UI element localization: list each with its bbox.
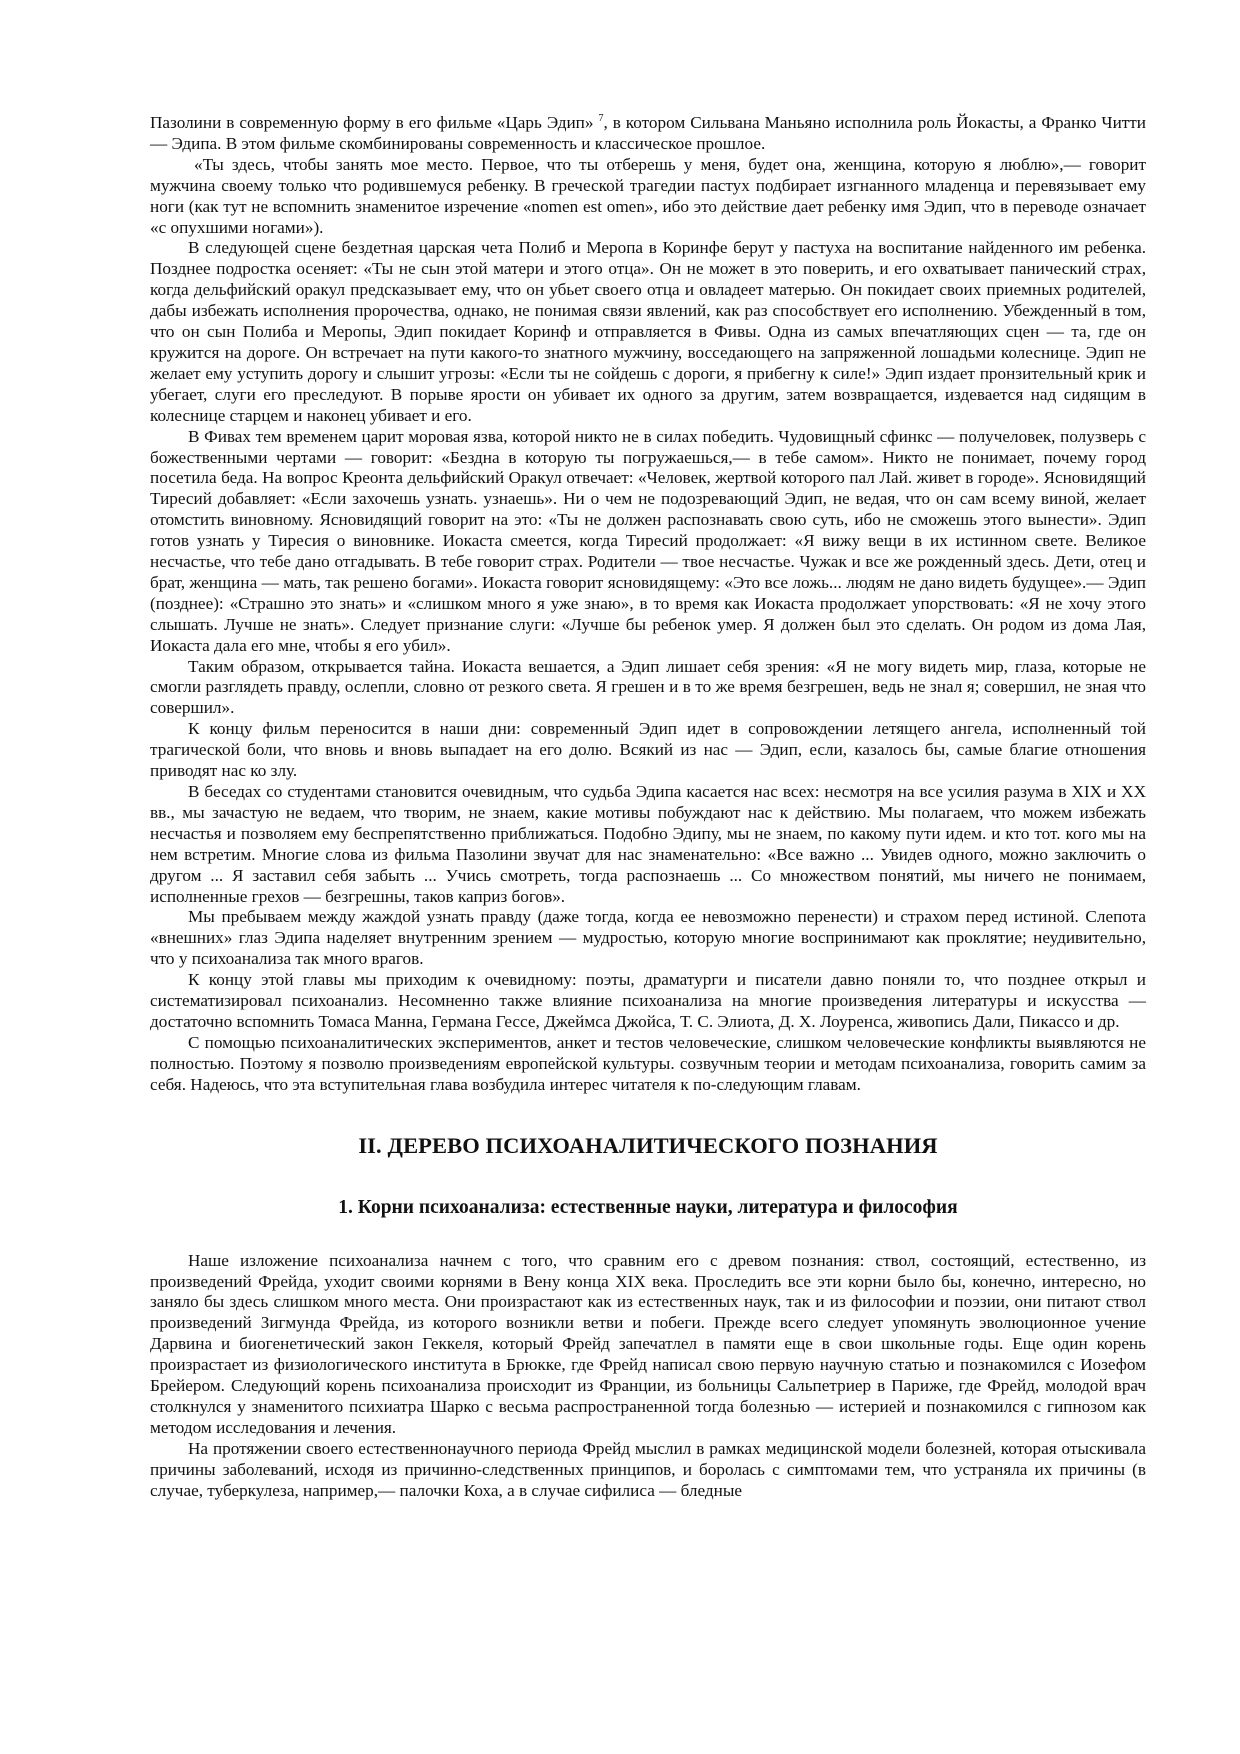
paragraph: На протяжении своего естественнонаучного периода Фрейд мыслил в рамках медицинской модели болезней, которая отыскивала причины заболеваний, исходя из причинно-следственных принципов, и боролась с симптомами тем, что устраняла их причины (в случае, туберкулеза, например,— палочки Коха, а в случае сифилиса — бледные bbox=[150, 1438, 1146, 1500]
paragraph: В следующей сцене бездетная царская чета Полиб и Меропа в Коринфе берут у пастуха на воспитание найденного им ребенка. Позднее подростка осеняет: «Ты не сын этой матери и этого отца». Он не может в это поверить, и его охватывает панический страх, когда дельфийский оракул предсказывает ему, что он убьет своего отца и овладеет матерью. Он покидает своих приемных родителей, дабы избежать исполнения пророчества, однако, не понимая связи явлений, как раз способствует его исполнению. Убежденный в том, что он сын Полиба и Меропы, Эдип покидает Коринф и отправляется в Фивы. Одна из самых впечатляющих сцен — та, где он кружится на дороге. Он встречает на пути какого-то знатного мужчину, восседающего на запряженной лошадьми колеснице. Эдип не желает ему уступить дорогу и слышит угрозы: «Если ты не сойдешь с дороги, я прибегну к силе!» Эдип издает пронзительный крик и убегает, слуги его преследуют. В порыве ярости он убивает их одного за другим, затем возвращается, издевается над сидящим в колеснице старцем и наконец убивает и его. bbox=[150, 238, 1146, 425]
paragraph: В беседах со студентами становится очевидным, что судьба Эдипа касается нас всех: несмотря на все усилия разума в XIX и XX вв., мы зачастую не ведаем, что творим, не знаем, какие мотивы побуждают нас к действию. Мы полагаем, что можем избежать несчастья и позволяем ему беспрепятственно приближаться. Подобно Эдипу, мы не знаем, по какому пути идем. и кто тот. кого мы на нем встретим. Многие слова из фильма Пазолини звучат для нас знаменательно: «Все важно ... Увидев одного, можно заключить о другом ... Я заставил себя забыть ... Учись смотреть, тогда распознаешь ... Со множеством понятий, мы ничего не понимаем, исполненные грехов — безгрешны, таков каприз богов». bbox=[150, 782, 1146, 906]
section-body bbox=[150, 1251, 1146, 1502]
paragraph: К концу фильм переносится в наши дни: современный Эдип идет в сопровождении летящего ангела, исполненный той трагической боли, что вновь и вновь выпадает на его долю. Всякий из нас — Эдип, если, казалось бы, самые благие отношения приводят нас ко злу. bbox=[150, 719, 1146, 781]
document-page bbox=[150, 113, 1146, 1501]
paragraph: Таким образом, открывается тайна. Иокаста вешается, а Эдип лишает себя зрения: «Я не могу видеть мир, глаза, которые не смогли разглядеть правду, ослепли, словно от резкого света. Я грешен и в то же время безгрешен, ведь не знал я; совершил, не зная что совершил». bbox=[150, 656, 1146, 718]
paragraph: Мы пребываем между жаждой узнать правду (даже тогда, когда ее невозможно перенести) и страхом перед истиной. Слепота «внешних» глаз Эдипа наделяет внутренним зрением — мудростью, которую многие воспринимают как проклятие; неудивительно, что у психоанализа так много врагов. bbox=[150, 907, 1146, 969]
paragraph: Наше изложение психоанализа начнем с того, что сравним его с древом познания: ствол, состоящий, естественно, из произведений Фрейда, уходит своими корнями в Вену конца XIX века. Проследить все эти корни было бы, конечно, интересно, но заняло бы здесь слишком много места. Они произрастают как из естественных наук, так и из философии и поэзии, они питают ствол произведений Зигмунда Фрейда, из которого возникли ветви и побеги. Прежде всего следует упомянуть эволюционное учение Дарвина и биогенетический закон Геккеля, который Фрейд запечатлел в памяти еще в свои школьные годы. Еще один корень произрастает из физиологического института в Брюкке, где Фрейд написал свою первую научную статью и познакомился с Иозефом Брейером. Следующий корень психоанализа происходит из Франции, из больницы Сальпетриер в Париже, где Фрейд, молодой врач столкнулся у знаменитого психиатра Шарко с весьма распространенной тогда болезнью — истерией и познакомился с гипнозом как методом исследования и лечения. bbox=[150, 1250, 1146, 1437]
paragraph: «Ты здесь, чтобы занять мое место. Первое, что ты отберешь у меня, будет она, женщина, которую я люблю»,— говорит мужчина своему только что родившемуся ребенку. В греческой трагедии пастух подбирает изгнанного младенца и перевязывает ему ноги (как тут не вспомнить знаменитое изречение «nomen est omen», ибо это действие дает ребенку имя Эдип, что в переводе означает «с опухшими ногами»). bbox=[150, 154, 1146, 237]
paragraph: В Фивах тем временем царит моровая язва, которой никто не в силах победить. Чудовищный сфинкс — получеловек, полузверь с божественными чертами — говорит: «Бездна в которую ты погружаешься,— в тебе самом». Никто не понимает, почему город посетила беда. На вопрос Креонта дельфийский Оракул отвечает: «Человек, жертвой которого пал Лай. живет в городе». Ясновидящий Тиресий добавляет: «Если захочешь узнать. узнаешь». Ни о чем не подозревающий Эдип, не ведая, что он сам всему виной, желает отомстить виновному. Ясновидящий говорит на это: «Ты не должен распознавать свою суть, ибо не сможешь этого вынести». Эдип готов узнать у Тиресия о виновнике. Иокаста смеется, когда Тиресий продолжает: «Я вижу вещи в их истинном свете. Великое несчастье, что тебе дано отгадывать. В тебе говорит страх. Родители — твое несчастье. Чужак и все же рожденный здесь. Дети, отец и брат, женщина — мать, так решено богами». Иокаста говорит ясновидящему: «Это все ложь... людям не дано видеть будущее».— Эдип (позднее): «Страшно это знать» и «слишком много я уже знаю», в то время как Иокаста продолжает упорствовать: «Я не хочу этого слышать. Лучше не знать». Следует признание слуги: «Лучше бы ребенок умер. Я должен был это сделать. Он родом из дома Лая, Иокаста дала его мне, чтобы я его убил». bbox=[150, 426, 1146, 655]
section-title: 1. Корни психоанализа: естественные науки, литература и философия bbox=[338, 1196, 958, 1218]
paragraph: К концу этой главы мы приходим к очевидному: поэты, драматурги и писатели давно поняли то, что позднее открыл и систематизировал психоанализ. Несомненно также влияние психоанализа на многие произведения литературы и искусства — достаточно вспомнить Томаса Манна, Германа Гессе, Джеймса Джойса, Т. С. Элиота, Д. Х. Лоуренса, живопись Дали, Пикассо и др. bbox=[150, 970, 1146, 1031]
paragraph: С помощью психоаналитических экспериментов, анкет и тестов человеческие, слишком человеческие конфликты выявляются не полностью. Поэтому я позволю произведениям европейской культуры. созвучным теории и методам психоанализа, говорить самим за себя. Надеюсь, что эта вступительная глава возбудила интерес читателя к по-следующим главам. bbox=[150, 1032, 1146, 1094]
footnote-reference[interactable]: 7 bbox=[598, 113, 604, 124]
chapter-title: II. ДЕРЕВО ПСИХОАНАЛИТИЧЕСКОГО ПОЗНАНИЯ bbox=[358, 1132, 938, 1158]
paragraph-continuation: Пазолини в современную форму в его фильме «Царь Эдип» $^7$, в котором Сильвана Маньяно исполнила роль Йокасты, а Франко Читти — Эдипа. В этом фильме скомбинированы современность и классическое прошлое. bbox=[150, 113, 1146, 153]
